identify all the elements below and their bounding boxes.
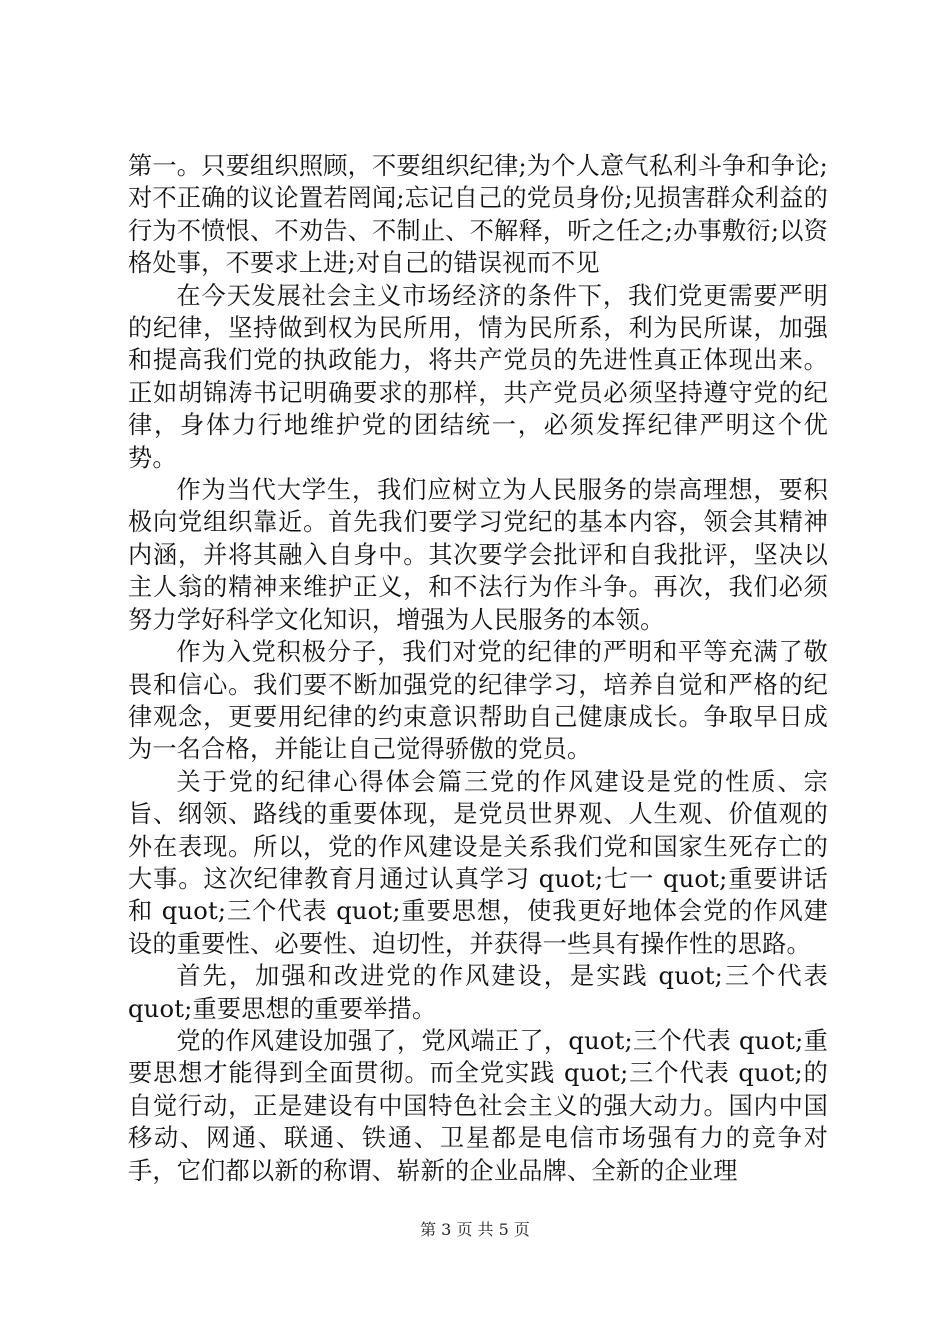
paragraph: 第一。只要组织照顾，不要组织纪律;为个人意气私利斗争和争论;对不正确的议论置若罔闻;忘记自己的党员身份;见损害群众利益的行为不愤恨、不劝告、不制止、不解释，听之任之;办事敷衍;以资格处事，不要求上进;对自己的错误视而不见	[128, 152, 828, 278]
paragraph: 首先，加强和改进党的作风建设，是实践 quot;三个代表 quot;重要思想的重要举措。	[128, 962, 828, 1023]
paragraph: 作为当代大学生，我们应树立为人民服务的崇高理想，要积极向党组织靠近。首先我们要学习党纪的基本内容，领会其精神内涵，并将其融入自身中。其次要学会批评和自我批评，坚决以主人翁的精神来维护正义，和不法行为作斗争。再次，我们必须努力学好科学文化知识，增强为人民服务的本领。	[128, 476, 828, 634]
paragraph: 作为入党积极分子，我们对党的纪律的严明和平等充满了敬畏和信心。我们要不断加强党的纪律学习，培养自觉和严格的纪律观念，更要用纪律的约束意识帮助自己健康成长。争取早日成为一名合格，并能让自己觉得骄傲的党员。	[128, 638, 828, 764]
document-body	[128, 150, 828, 1187]
paragraph: 党的作风建设加强了，党风端正了，quot;三个代表 quot;重要思想才能得到全面贯彻。而全党实践 quot;三个代表 quot;的自觉行动，正是建设有中国特色社会主义的强大动力。国内中国移动、网通、联通、铁通、卫星都是电信市场强有力的竞争对手，它们都以新的称谓、崭新的企业品牌、全新的企业理	[128, 1026, 828, 1185]
page-number-footer: 第 3 页 共 5 页	[420, 1220, 530, 1239]
paragraph: 在今天发展社会主义市场经济的条件下，我们党更需要严明的纪律，坚持做到权为民所用，情为民所系，利为民所谋，加强和提高我们党的执政能力，将共产党员的先进性真正体现出来。正如胡锦涛书记明确要求的那样，共产党员必须坚持遵守党的纪律，身体力行地维护党的团结统一，必须发挥纪律严明这个优势。	[128, 281, 828, 472]
paragraph: 关于党的纪律心得体会篇三党的作风建设是党的性质、宗旨、纲领、路线的重要体现，是党员世界观、人生观、价值观的外在表现。所以，党的作风建设是关系我们党和国家生死存亡的大事。这次纪律教育月通过认真学习 quot;七一 quot;重要讲话和 quot;三个代表 quot;重要思想，使我更好地体会党的作风建设的重要性、必要性、迫切性，并获得一些具有操作性的思路。	[128, 767, 828, 958]
